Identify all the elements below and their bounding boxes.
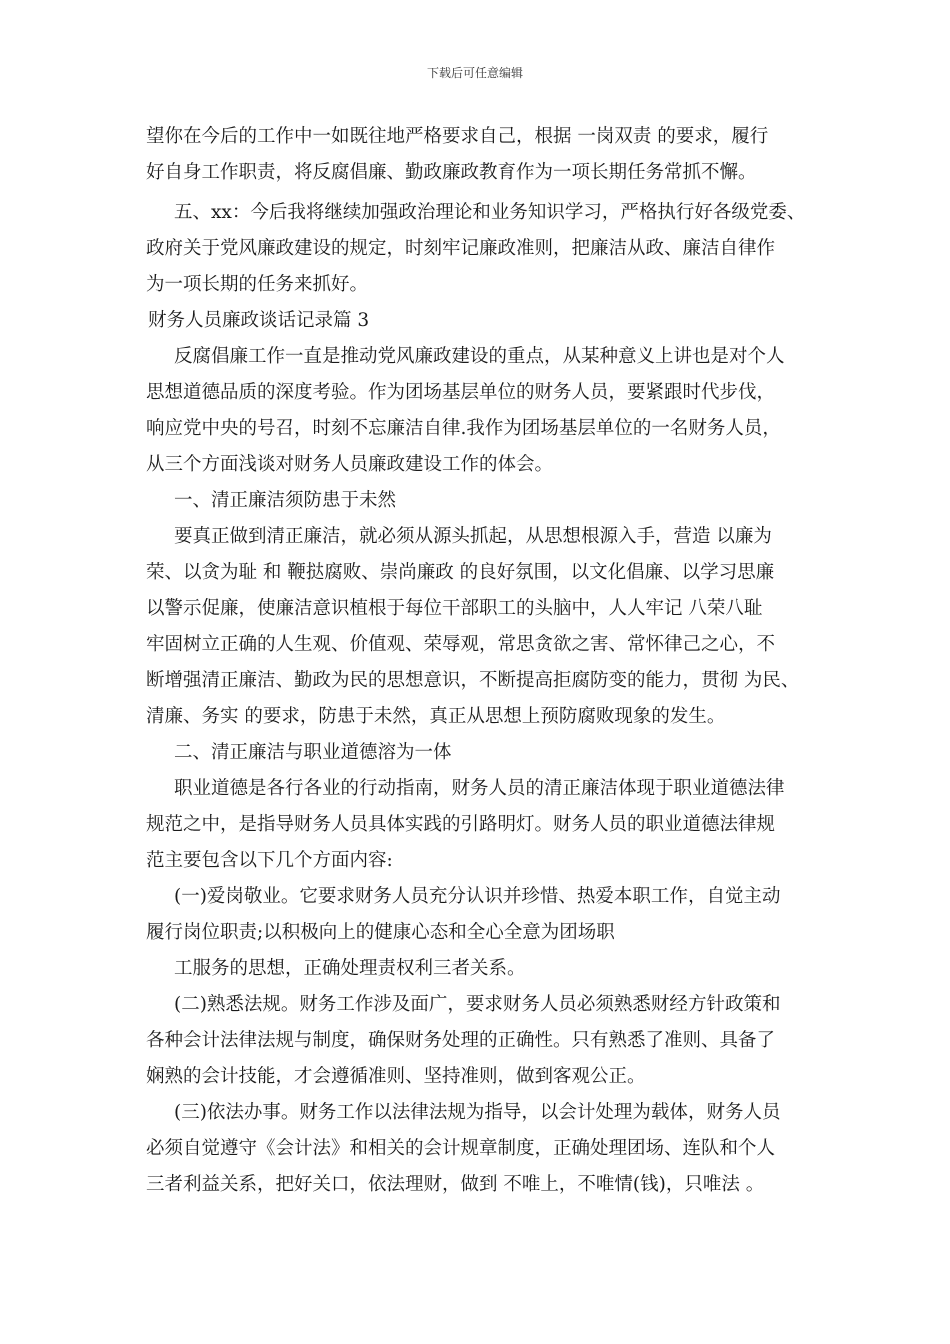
- paragraph-line: 思想道德品质的深度考验。作为团场基层单位的财务人员，要紧跟时代步伐，: [146, 382, 776, 403]
- paragraph-line: 政府关于党风廉政建设的规定，时刻牢记廉政准则，把廉洁从政、廉洁自律作: [146, 238, 776, 259]
- page-header-note: 下载后可任意编辑: [426, 66, 523, 80]
- paragraph-line: 以警示促廉，使廉洁意识植根于每位干部职工的头脑中，人人牢记 八荣八耻: [146, 598, 763, 619]
- paragraph-line: 为一项长期的任务来抓好。: [146, 274, 369, 295]
- paragraph-line: 履行岗位职责;以积极向上的健康心态和全心全意为团场职: [146, 922, 615, 943]
- paragraph-line: 娴熟的会计技能，才会遵循准则、坚持准则，做到客观公正。: [146, 1066, 646, 1087]
- paragraph-line: 职业道德是各行各业的行动指南，财务人员的清正廉洁体现于职业道德法律: [174, 778, 785, 799]
- subsection-heading: 一、清正廉洁须防患于未然: [174, 490, 397, 511]
- paragraph-line: 范主要包含以下几个方面内容:: [146, 850, 393, 871]
- paragraph-line: 望你在今后的工作中一如既往地严格要求自己，根据 一岗双责 的要求，履行: [146, 126, 769, 147]
- paragraph-line: 响应党中央的号召，时刻不忘廉洁自律.我作为团场基层单位的一名财务人员，: [146, 418, 781, 439]
- paragraph-line: 要真正做到清正廉洁，就必须从源头抓起，从思想根源入手，营造 以廉为: [174, 526, 772, 547]
- paragraph-line: 反腐倡廉工作一直是推动党风廉政建设的重点，从某种意义上讲也是对个人: [174, 346, 785, 367]
- paragraph-line: (二)熟悉法规。财务工作涉及面广，要求财务人员必须熟悉财经方针政策和: [174, 994, 781, 1015]
- paragraph-line: 工服务的思想，正确处理责权利三者关系。: [174, 958, 526, 979]
- paragraph-line: (三)依法办事。财务工作以法律法规为指导，以会计处理为载体，财务人员: [174, 1102, 781, 1123]
- paragraph-line: 荣、以贪为耻 和 鞭挞腐败、崇尚廉政 的良好氛围，以文化倡廉、以学习思廉: [146, 562, 775, 583]
- paragraph-line: 清廉、务实 的要求，防患于未然，真正从思想上预防腐败现象的发生。: [146, 706, 726, 727]
- paragraph-line: (一)爱岗敬业。它要求财务人员充分认识并珍惜、热爱本职工作，自觉主动: [174, 886, 781, 907]
- paragraph-line: 五、xx：今后我将继续加强政治理论和业务知识学习，严格执行好各级党委、: [174, 202, 806, 223]
- paragraph-line: 各种会计法律法规与制度，确保财务处理的正确性。只有熟悉了准则、具备了: [146, 1030, 776, 1051]
- subsection-heading: 二、清正廉洁与职业道德溶为一体: [174, 742, 452, 763]
- paragraph-line: 从三个方面浅谈对财务人员廉政建设工作的体会。: [146, 454, 554, 475]
- paragraph-line: 必须自觉遵守《会计法》和相关的会计规章制度，正确处理团场、连队和个人: [146, 1138, 776, 1159]
- paragraph-line: 三者利益关系，把好关口，依法理财，做到 不唯上，不唯情(钱)，只唯法 。: [146, 1174, 765, 1195]
- paragraph-line: 断增强清正廉洁、勤政为民的思想意识，不断提高拒腐防变的能力，贯彻 为民、: [146, 670, 800, 691]
- paragraph-line: 牢固树立正确的人生观、价值观、荣辱观，常思贪欲之害、常怀律己之心，不: [146, 634, 776, 655]
- section-heading: 财务人员廉政谈话记录篇 3: [148, 310, 370, 331]
- paragraph-line: 好自身工作职责，将反腐倡廉、勤政廉政教育作为一项长期任务常抓不懈。: [146, 162, 757, 183]
- paragraph-line: 规范之中，是指导财务人员具体实践的引路明灯。财务人员的职业道德法律规: [146, 814, 776, 835]
